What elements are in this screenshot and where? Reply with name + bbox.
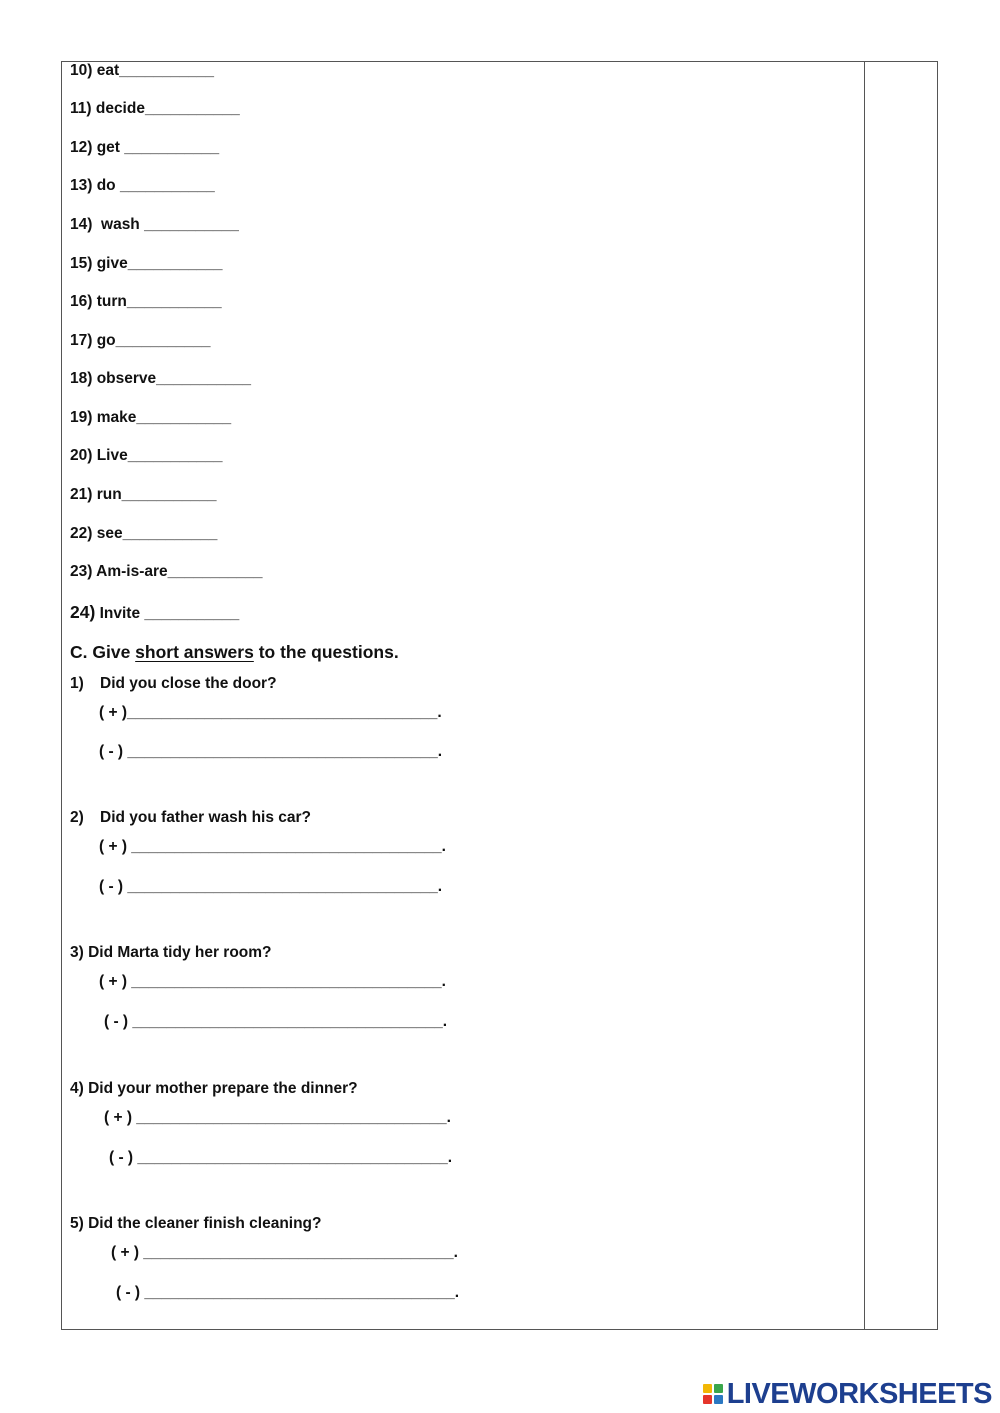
question-1	[70, 675, 277, 693]
verb-item-18: 18) observe___________	[70, 370, 251, 387]
question-4-positive-answer[interactable]: ( + ) ____________________________________.	[104, 1109, 451, 1126]
question-1-positive-answer[interactable]: ( + )____________________________________.	[99, 704, 442, 721]
question-3-negative-answer[interactable]: ( - ) ____________________________________.	[104, 1013, 448, 1030]
question-5-negative-answer[interactable]: ( - ) ____________________________________.	[116, 1284, 460, 1301]
section-c-prefix: C. Give	[70, 642, 136, 662]
question-5: 5) Did the cleaner finish cleaning?	[70, 1215, 322, 1232]
verb-item-14: 14) wash ___________	[70, 216, 239, 233]
question-1-number: 1)	[70, 675, 84, 692]
verb-item-13: 13) do ___________	[70, 177, 215, 194]
verb-item-19: 19) make___________	[70, 409, 232, 426]
verb-item-24	[70, 603, 239, 623]
section-c-title	[70, 641, 399, 663]
question-3: 3) Did Marta tidy her room?	[70, 944, 272, 961]
verb-item-16: 16) turn___________	[70, 293, 222, 310]
liveworksheets-logo	[703, 1377, 992, 1411]
question-4-negative-answer[interactable]: ( - ) ____________________________________.	[109, 1149, 453, 1166]
logo-blocks-icon	[703, 1384, 723, 1404]
verb-item-12: 12) get ___________	[70, 139, 220, 156]
question-2-text: Did you father wash his car?	[100, 809, 312, 826]
worksheet-frame	[61, 61, 938, 1330]
question-2	[70, 809, 311, 827]
verb-item-10: 10) eat___________	[70, 62, 214, 79]
section-c-underlined: short answers	[135, 642, 254, 662]
question-2-negative-answer[interactable]: ( - ) ____________________________________.	[99, 878, 443, 895]
verb-item-21: 21) run___________	[70, 486, 217, 503]
question-5-positive-answer[interactable]: ( + ) ____________________________________.	[111, 1244, 458, 1261]
question-3-positive-answer[interactable]: ( + ) ____________________________________.	[99, 973, 446, 990]
column-divider	[864, 61, 865, 1330]
verb-24-text: Invite ___________	[95, 605, 240, 622]
question-2-positive-answer[interactable]: ( + ) ____________________________________.	[99, 838, 446, 855]
verb-item-15: 15) give___________	[70, 255, 223, 272]
verb-item-23: 23) Am-is-are___________	[70, 563, 263, 580]
verb-item-11: 11) decide___________	[70, 100, 240, 117]
verb-item-20: 20) Live___________	[70, 447, 223, 464]
brand-name: LIVEWORKSHEETS	[726, 1377, 992, 1410]
section-c-suffix: to the questions.	[253, 642, 399, 662]
question-1-text: Did you close the door?	[100, 675, 277, 692]
question-1-negative-answer[interactable]: ( - ) ____________________________________.	[99, 743, 443, 760]
verb-item-17: 17) go___________	[70, 332, 211, 349]
question-4: 4) Did your mother prepare the dinner?	[70, 1080, 358, 1097]
verb-item-22: 22) see___________	[70, 525, 218, 542]
question-2-number: 2)	[70, 809, 84, 826]
verb-24-number: 24)	[70, 602, 96, 622]
